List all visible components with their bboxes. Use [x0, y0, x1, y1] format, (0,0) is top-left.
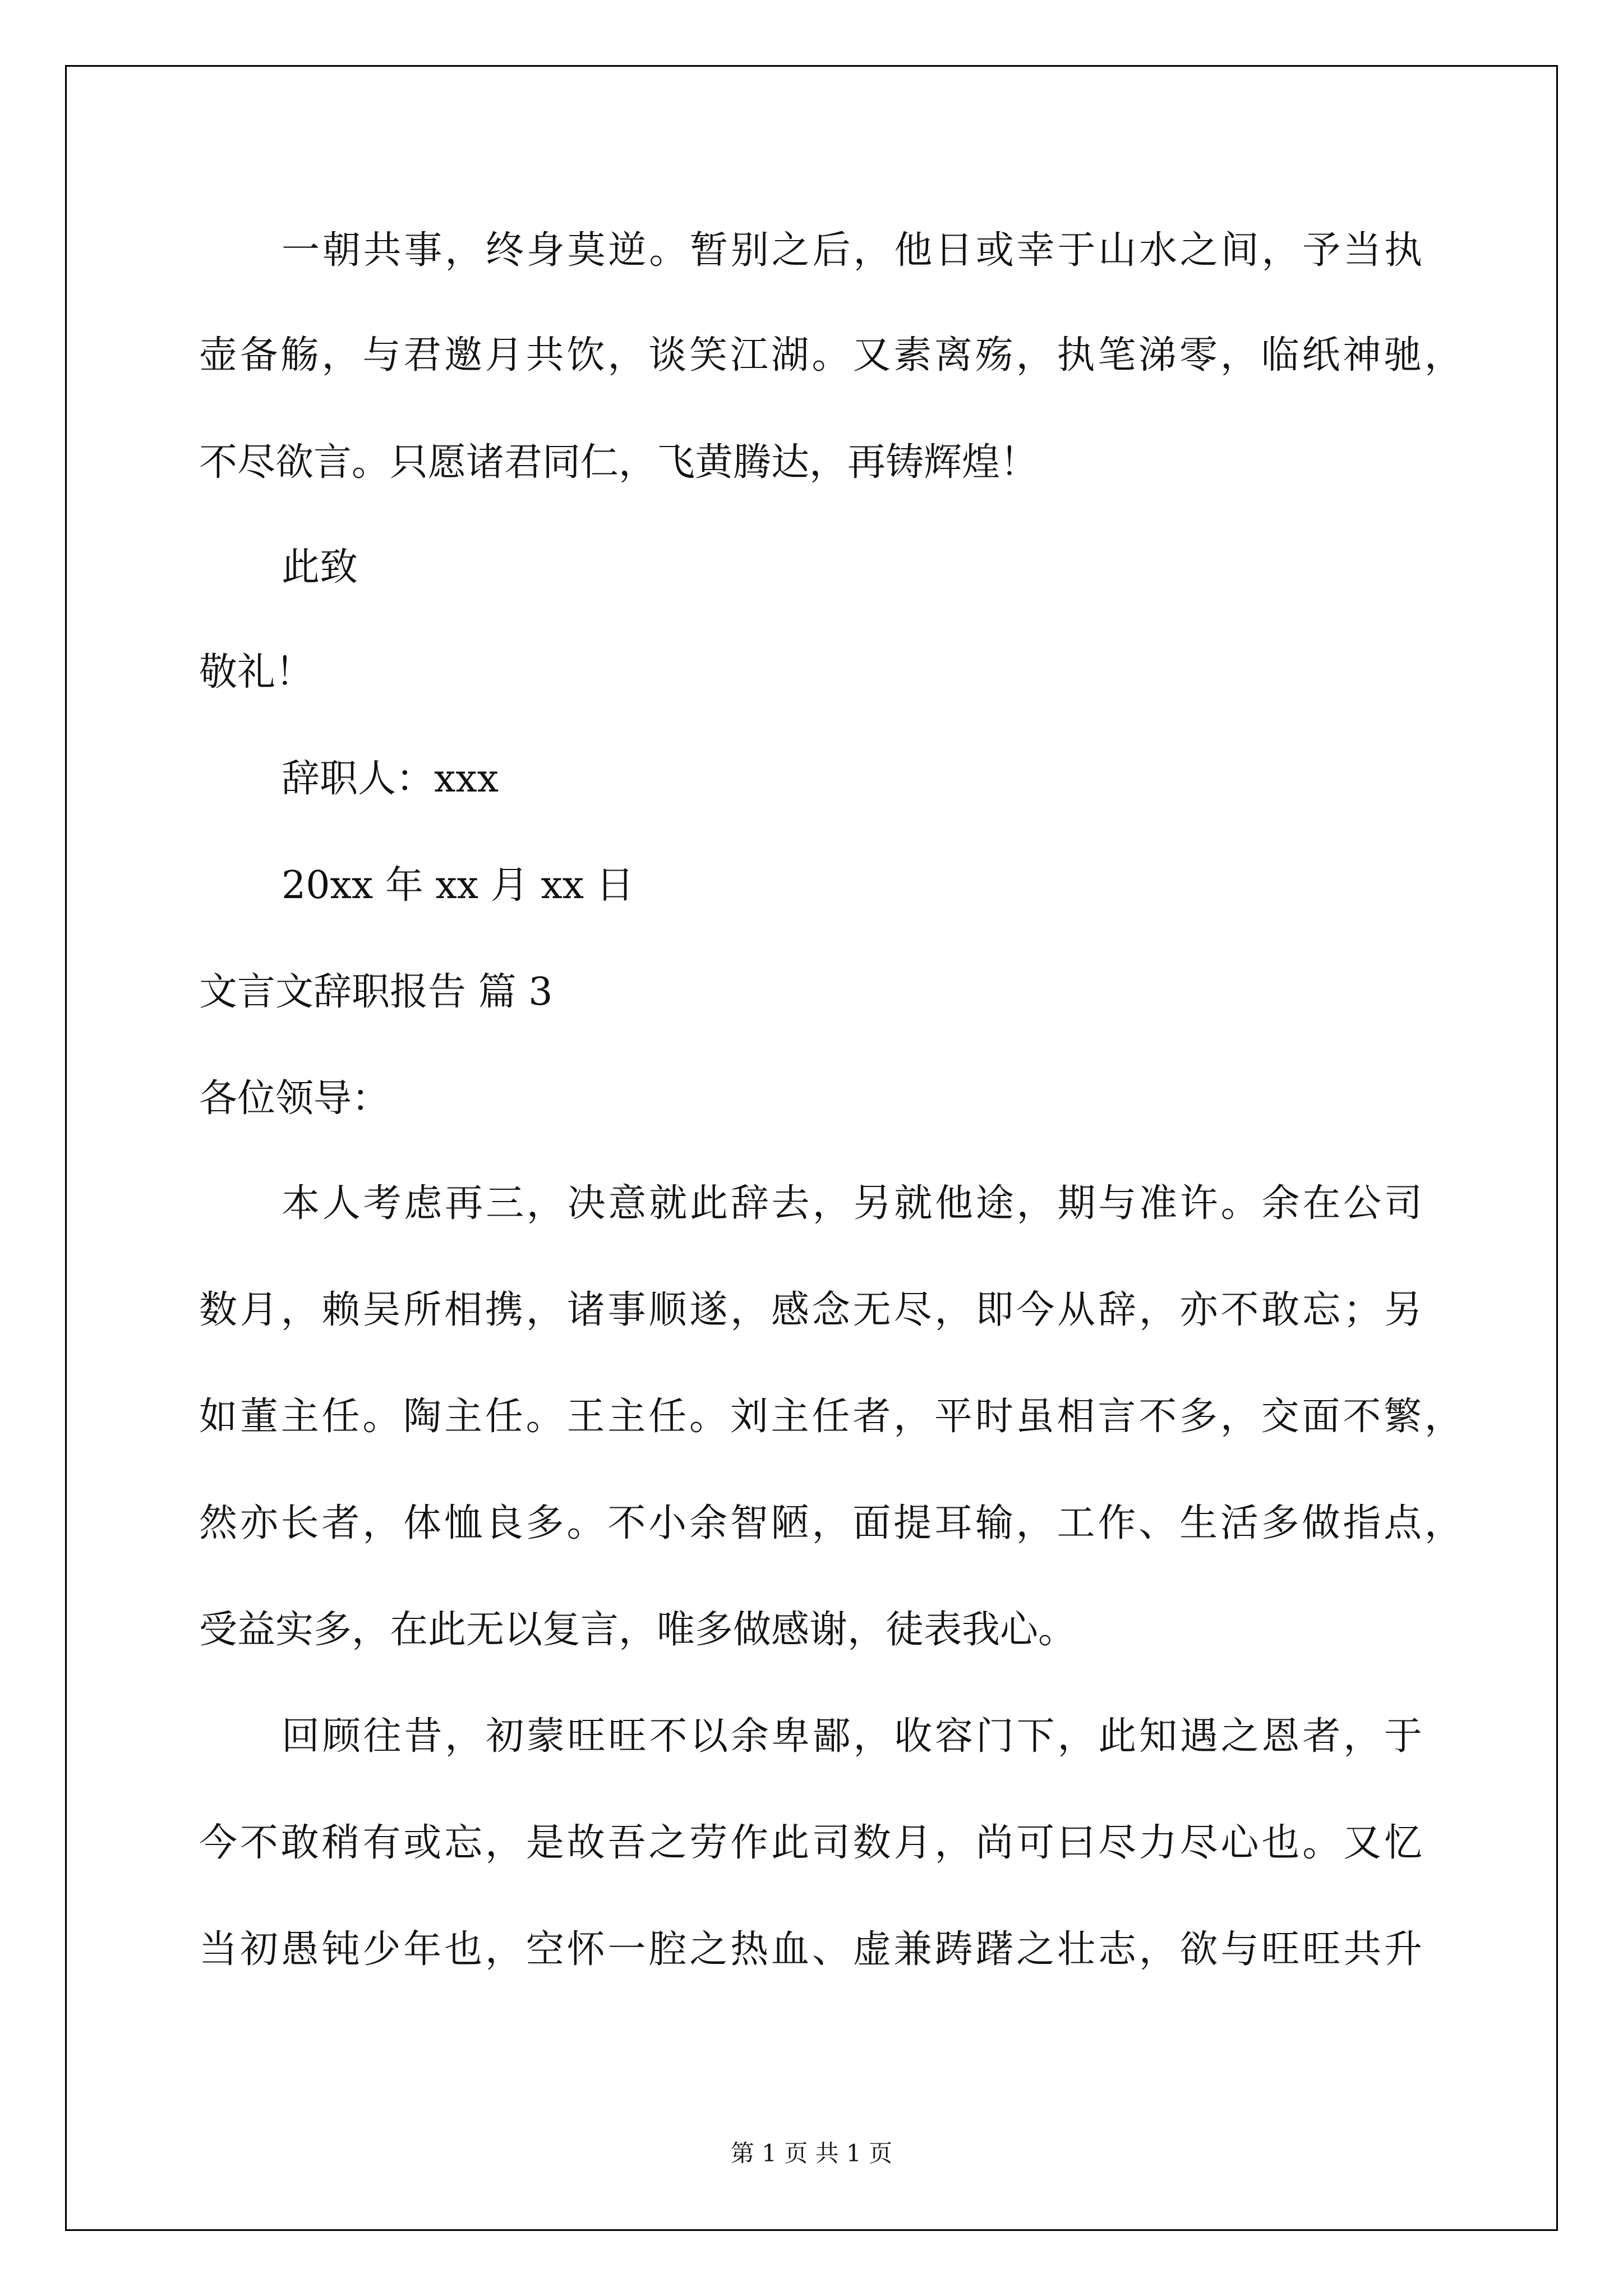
paragraph-line: 不尽欲言。只愿诸君同仁，飞黄腾达，再铸辉煌！ — [199, 440, 1039, 485]
signature-line: 辞职人：xxx — [282, 757, 499, 801]
greeting-line: 各位领导： — [199, 1076, 390, 1121]
section-title: 文言文辞职报告 篇 3 — [199, 970, 553, 1014]
closing-regards: 敬礼！ — [199, 650, 314, 694]
paragraph-line: 本人考虑再三，决意就此辞去，另就他途，期与准许。余在公司 — [282, 1181, 1422, 1226]
paragraph-line: 今不敢稍有或忘，是故吾之劳作此司数月，尚可曰尽力尽心也。又忆 — [199, 1821, 1422, 1865]
paragraph-line: 受益实多，在此无以复言，唯多做感谢，徒表我心。 — [199, 1608, 1077, 1652]
paragraph-line: 如董主任。陶主任。王主任。刘主任者，平时虽相言不多，交面不繁， — [199, 1395, 1463, 1439]
paragraph-line: 数月，赖吴所相携，诸事顺遂，感念无尽，即今从辞，亦不敢忘；另 — [199, 1288, 1422, 1332]
page-number-footer: 第 1 页 共 1 页 — [730, 2139, 893, 2167]
paragraph-line: 然亦长者，体恤良多。不小余智陋，面提耳输，工作、生活多做指点， — [199, 1501, 1463, 1545]
paragraph-line: 一朝共事，终身莫逆。暂别之后，他日或幸于山水之间，予当执 — [282, 228, 1422, 273]
paragraph-line: 壶备觞，与君邀月共饮，谈笑江湖。又素离殇，执笔涕零，临纸神驰， — [199, 333, 1463, 378]
date-line: 20xx 年 xx 月 xx 日 — [282, 863, 634, 908]
page-border — [65, 65, 1558, 2231]
closing-salutation: 此致 — [282, 545, 358, 590]
paragraph-line: 当初愚钝少年也，空怀一腔之热血、虚兼踌躇之壮志，欲与旺旺共升 — [199, 1927, 1422, 1972]
paragraph-line: 回顾往昔，初蒙旺旺不以余卑鄙，收容门下，此知遇之恩者，于 — [282, 1714, 1422, 1759]
